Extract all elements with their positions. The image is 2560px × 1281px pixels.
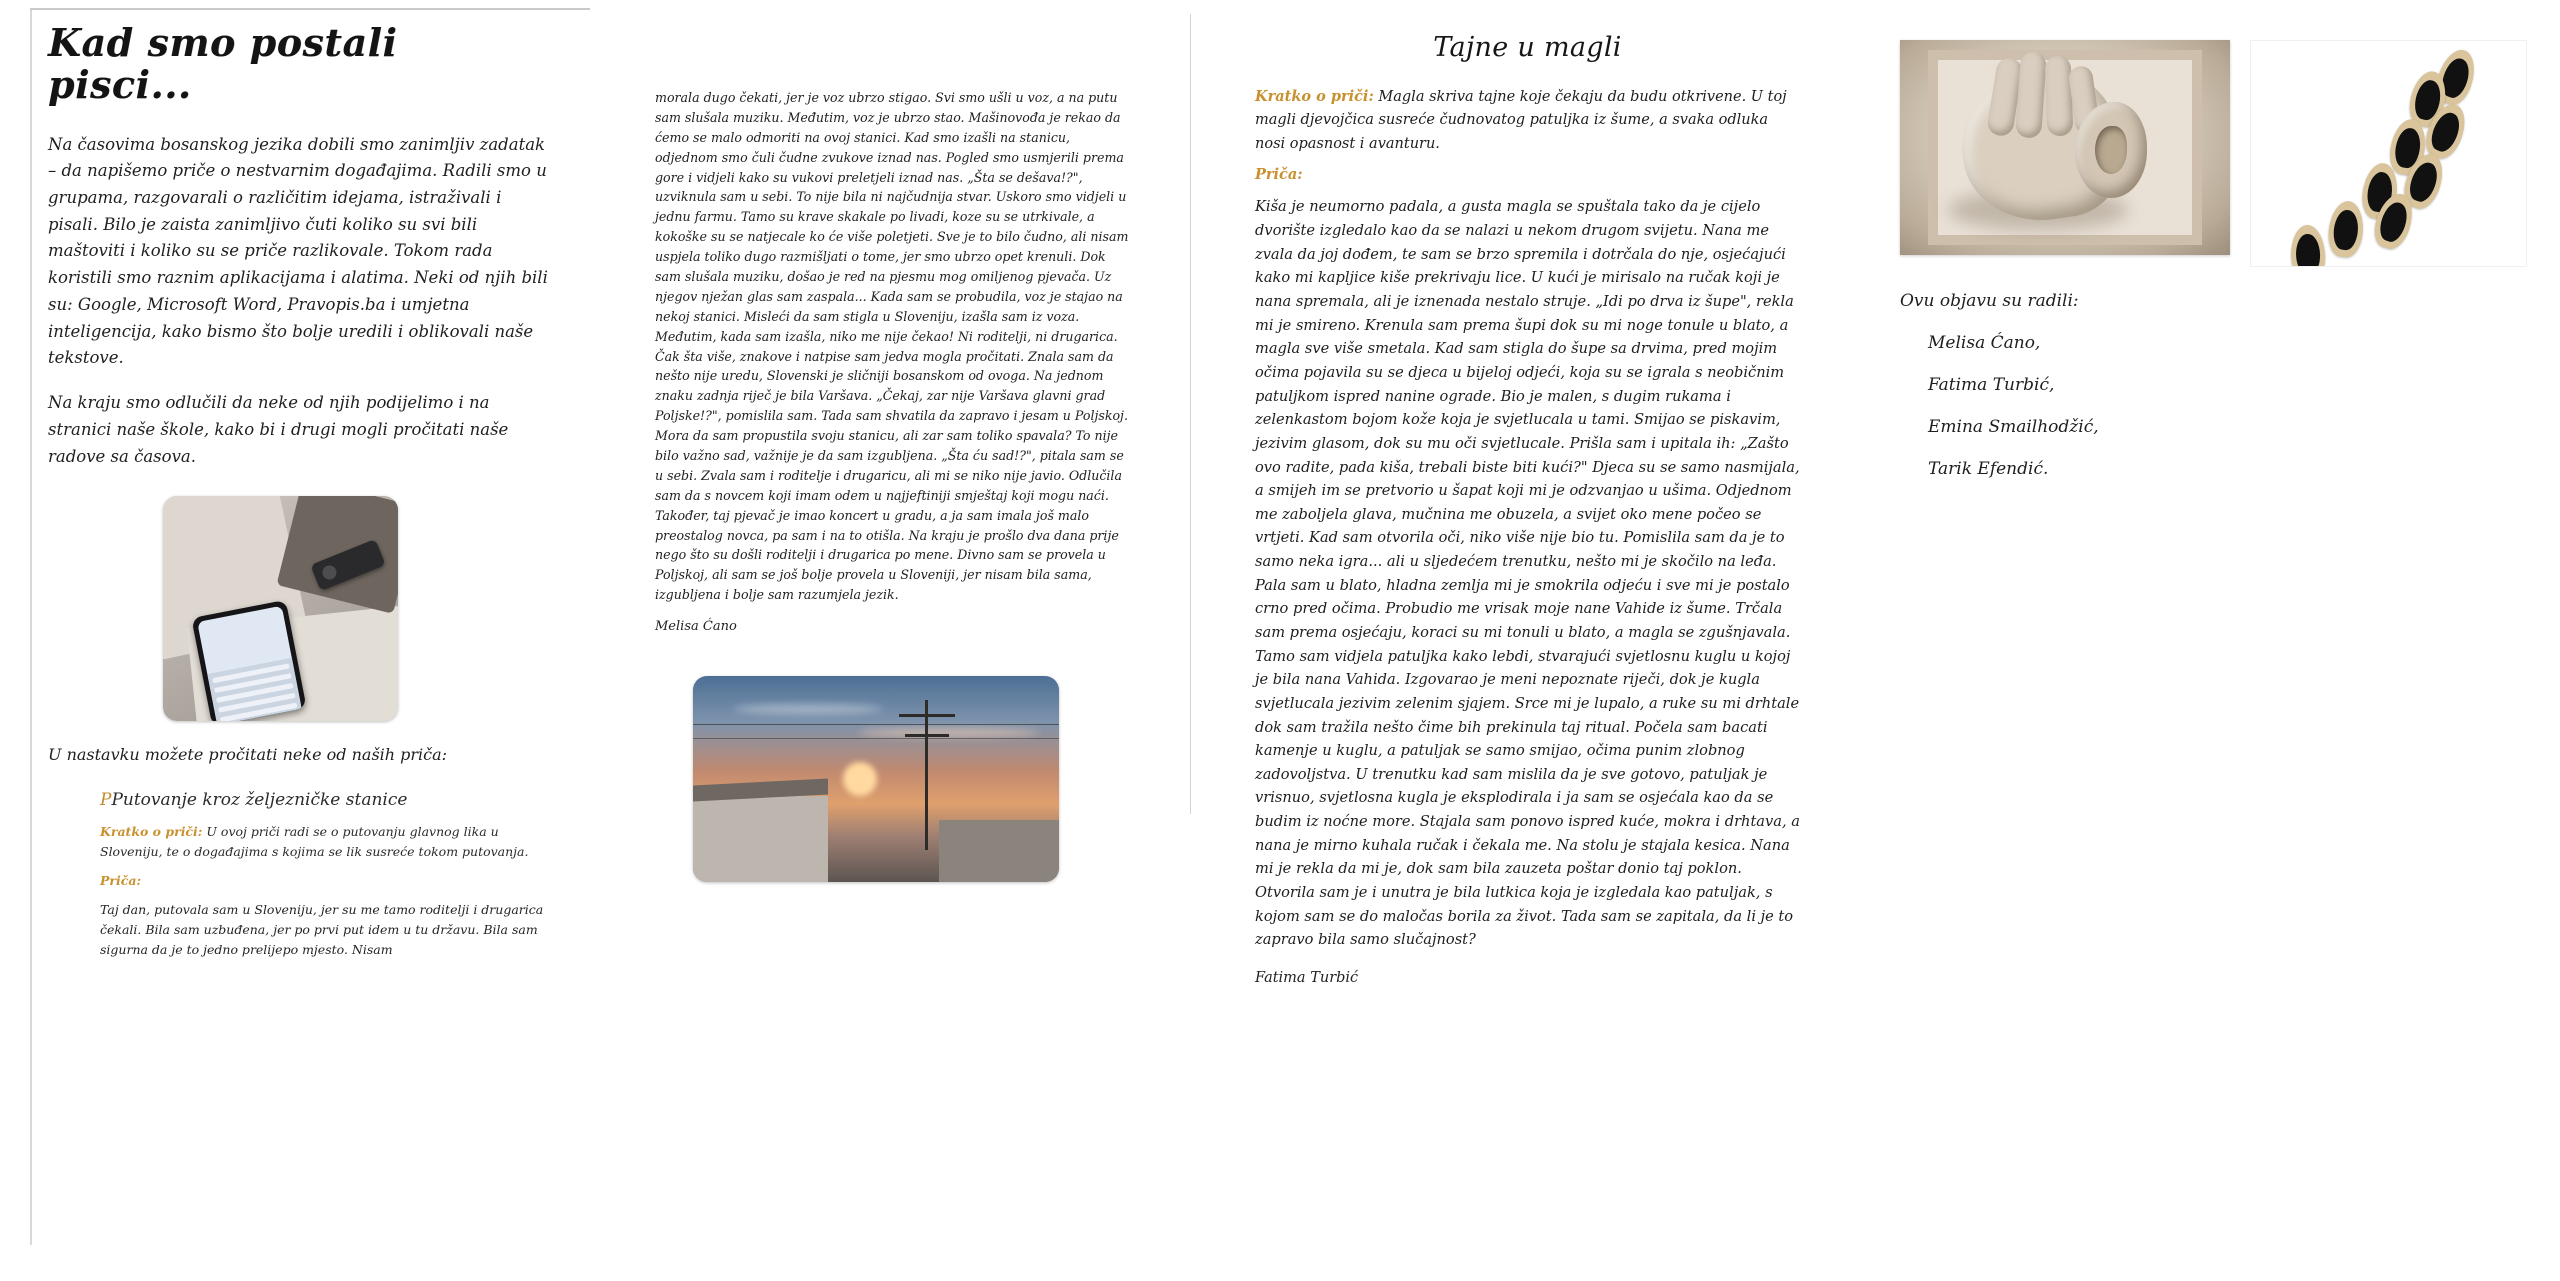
credit-name-2: Fatima Turbić,: [1928, 375, 2055, 395]
story1-title-text: Putovanje kroz željezničke stanice: [111, 790, 408, 811]
page-title: Kad smo postali pisci...: [48, 20, 398, 107]
column-divider: [1190, 14, 1191, 814]
desk-with-phone-photo: [163, 496, 398, 721]
sunset-train-station-photo: [693, 676, 1059, 882]
credit-name-4: Tarik Efendić.: [1928, 459, 2049, 479]
story1-body-part1: Taj dan, putovala sam u Sloveniju, jer su me tamo roditelji i drugarica čekali. Bila sam uzbuđena, jer po prvi put idem u tu državu. Bila sam sigurna da je to jedno prelijepo mjesto. Nisam: [100, 902, 544, 958]
left-divider: [30, 10, 32, 1245]
story1-summary: [100, 822, 548, 861]
story1-prica-label: Priča:: [100, 872, 142, 888]
story2-body: Kiša je neumorno padala, a gusta magla se spuštala tako da je cijelo dvorište izgledalo kao da se nalazi u nekom drugom svijetu. Nana me zvala da joj dođem, te sam se brzo spremila i dotrčala do nje, osjećajući kako mi kapljice kiše prekrivaju lice. U kući je mirisalo na ručak koji je nana spremala, ali je iznenada nestalo struje. „Idi po drva iz šupe", rekla mi je smireno. Krenula sam prema šupi dok su mi noge tonule u blato, a magla sve više smetala. Kad sam stigla do šupe sa drvima, pred mojim očima pojavila su se djeca u bijeloj odjeći, koja su se igrala s neobičnim patuljkom ispred nanine ograde. Bio je malen, s dugim rukama i zelenkastom bojom kože koja je svjetlucala u tami. Smijao se piskavim, jezivim glasom, dok su mu oči svjetlucale. Prišla sam i upitala ih: „Zašto ovo radite, pada kiša, trebali biste biti kući?" Djeca su se samo nasmijala, a smijeh im se pretvorio u šapat koji mi je odzvanjao u ušima. Odjednom me zaboljela glava, mučnina me obuzela, a svijet oko mene počeo se vrtjeti. Kad sam otvorila oči, niko više nije bio tu. Pomislila sam da je to samo neka igra... ali u sljedećem trenutku, nešto mi je skočilo na leđa. Pala sam u blato, hladna zemlja mi je smokrila odjeću i sve mi je postalo crno pred očima. Probudio me vrisak moje nane Vahide iz šume. Trčala sam prema osjećaju, koraci su mi tonuli u blato, a magla se zgušnjavala. Tamo sam vidjela patuljka kako lebdi, stvarajući svjetlosnu kuglu u kojoj je bila nana Vahida. Izgovarao je meni nepoznate riječi, dok je kugla svjetlucala jezivim zelenim sjajem. Srce mi je lupalo, a ruke su mi drhtale dok sam tražila nešto čime bih prekinula taj ritual. Počela sam bacati kamenje u kuglu, a patuljak se samo smijao, očima punim zlobnog zadovoljstva. U trenutku kad sam mislila da je sve gotovo, patuljak je vrisnuo, svjetlosna kugla je eksplodirala i ja sam se osjećala kao da se budim iz noćne more. Stajala sam ponovo ispred kuće, mokra i drhtava, a nana je mirno kuhala ručak i čekala me. Na stolu je stajala kesica. Nana mi je rekla da mi je, dok sam bila zauzeta poštar donio taj poklon. Otvorila sam je i unutra je bila lutkica koja je izgledala kao patuljak, s kojom sam se do maločas borila za život. Tada sam se zapitala, da li je to zapravo bila samo slučajnost?: [1255, 198, 1800, 949]
intro-paragraph-1: Na časovima bosanskog jezika dobili smo zanimljiv zadatak – da napišemo priče o nestvarnim događajima. Radili smo u grupama, razgovarali o različitim idejama, istraživali i pisali. Bilo je zaista zanimljivo čuti koliko su svi bili maštoviti i koliko su se priče razlikovale. Tokom rada koristili smo raznim aplikacijama i alatima. Neki od njih bili su: Google, Microsoft Word, Pravopis.ba i umjetna inteligencija, kako bismo što bolje uredili i oblikovali naše tekstove.: [48, 134, 548, 368]
intro-paragraph-2: Na kraju smo odlučili da neke od njih podijelimo i na stranici naše škole, kako bi i drugi mogli pročitati naše radove sa časova.: [48, 393, 509, 466]
column-intro: [48, 22, 548, 960]
credit-name-3: Emina Smailhodžić,: [1928, 417, 2099, 437]
column-credits: [1890, 40, 2530, 501]
column-story2: [1255, 22, 1800, 986]
pencil-drawing-hand-and-ear: [1900, 40, 2230, 255]
credits-title: Ovu objavu su radili:: [1900, 291, 2079, 311]
kratko-label: Kratko o priči:: [100, 824, 203, 840]
story1-author: Melisa Ćano: [655, 619, 737, 635]
story2-author: Fatima Turbić: [1255, 969, 1359, 986]
kratko-text: Magla skriva tajne koje čekaju da budu otkrivene. U toj magli djevojčica susreće čudnovatog patuljka iz šume, a svaka odluka nosi opasnost i avanturu.: [1255, 89, 1787, 152]
story2-prica-label: Priča:: [1255, 166, 1303, 184]
story2-title: Tajne u magli: [1433, 32, 1622, 63]
nastavak-note: U nastavku možete pročitati neke od naših priča:: [48, 745, 448, 765]
story1-title: PPutovanje kroz željezničke stanice: [100, 790, 408, 811]
footprints-illustration: [2250, 40, 2527, 267]
story2-summary: [1255, 85, 1800, 156]
column-story1-continued: [655, 88, 1133, 882]
story1-body-part2: morala dugo čekati, jer je voz ubrzo stigao. Svi smo ušli u voz, a na putu sam slušala muziku. Međutim, voz je ubrzo stao. Mašinovođa je rekao da ćemo se malo odmoriti na ovoj stanici. Kad smo izašli na stanicu, odjednom smo čuli čudne zvukove iznad nas. Pogled smo usmjerili prema gore i vidjeli kako su vukovi preletjeli iznad nas. „Šta se dešava!?", uzviknula sam u sebi. To nije bila ni najčudnija stvar. Uskoro smo vidjeli u jednu farmu. Tamo su krave skakale po livadi, koze su se utrkivale, a kokoške su se natjecale ko će više poletjeti. Sve je to bilo čudno, ali nisam uspjela toliko dugo razmišljati o tome, jer smo ubrzo opet krenuli. Dok sam slušala muziku, došao je red na pjesmu mog omiljenog pjevača. Uz njegov nježan glas sam zaspala... Kada sam se probudila, voz je stajao na nekoj stanici. Misleći da sam stigla u Sloveniju, izašla sam iz voza. Međutim, kada sam izašla, niko me nije čekao! Ni roditelji, ni drugarica. Čak šta više, znakove i natpise sam jedva mogla pročitati. Znala sam da nešto nije uredu, Slovenski je sličniji bosanskom od ovoga. Na jednom znaku zadnja riječ je bila Varšava. „Čekaj, zar nije Varšava glavni grad Poljske!?", pomislila sam. Tada sam shvatila da zapravo i jesam u Poljskoj. Mora da sam propustila svoju stanicu, ali zar sam toliko spavala? To nije bilo važno sad, važnije je da sam izgubljena. „Šta ću sad!?", pitala sam se u sebi. Zvala sam i roditelje i drugaricu, ali mi se niko nije javio. Odlučila sam da s novcem koji imam odem u najjeftiniji smještaj koji mogu naći. Također, taj pjevač je imao koncert u gradu, a ja sam imala još malo preostalog novca, pa sam i na to otišla. Na kraju je prošlo dva dana prije nego što su došli roditelji i drugarica po mene. Divno sam se provela u Poljskoj, ali sam se još bolje provela u Sloveniji, jer nisam bila sama, izgubljena i bolje sam razumjela jezik.: [655, 90, 1129, 603]
top-divider: [30, 8, 590, 10]
images-row: [1890, 40, 2530, 265]
credit-name-1: Melisa Ćano,: [1928, 333, 2041, 353]
kratko-text: U ovoj priči radi se o putovanju glavnog lika u Sloveniju, te o događajima s kojima se lik susreće tokom putovanja.: [100, 824, 529, 859]
kratko-label: Kratko o priči:: [1255, 88, 1374, 105]
